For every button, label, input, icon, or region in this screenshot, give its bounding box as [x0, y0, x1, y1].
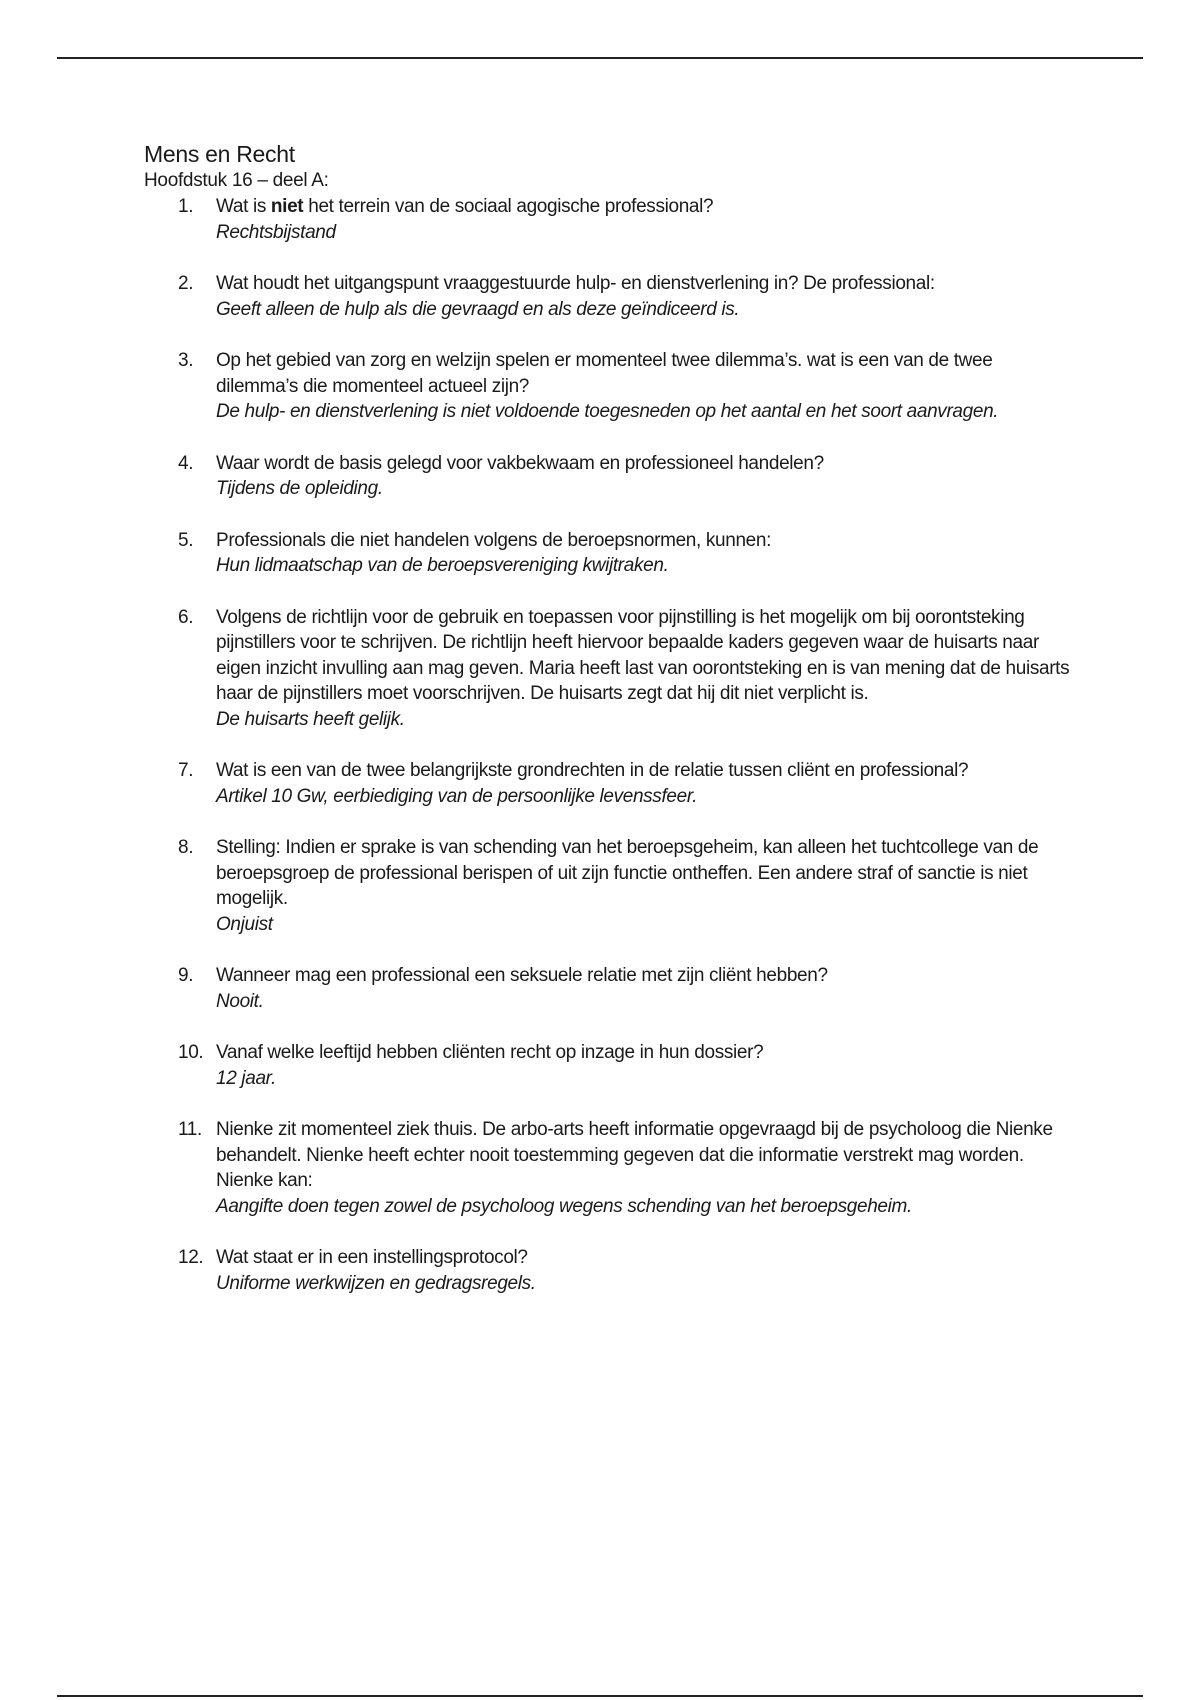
answer-text: Geeft alleen de hulp als die gevraagd en als deze geïndiceerd is.: [216, 298, 740, 320]
question-list: [144, 194, 1074, 1296]
question-number: 7.: [178, 760, 194, 781]
question-number: 6.: [178, 606, 194, 628]
question-number: 11.: [178, 1119, 202, 1140]
question-number: 9.: [178, 965, 194, 986]
question-item-12: [144, 1245, 1074, 1296]
document-body: [144, 140, 1074, 1322]
question-item-7: [144, 758, 1074, 809]
question-number: 1.: [178, 196, 194, 217]
question-item-9: [144, 963, 1074, 1014]
question-text: Vanaf welke leeftijd hebben cliënten recht op inzage in hun dossier?: [216, 1042, 764, 1063]
question-text: Waar wordt de basis gelegd voor vakbekwaam en professioneel handelen?: [216, 452, 824, 474]
question-item-5: [144, 528, 1074, 579]
question-text: Volgens de richtlijn voor de gebruik en toepassen voor pijnstilling is het mogelijk om bij oorontsteking pijnstillers voor te schrijven. De richtlijn heeft hiervoor bepaalde kaders gegeven waar de huisarts naar eigen inzicht invulling aan mag geven. Maria heeft last van oorontsteking en is van mening dat de huisarts haar de pijnstillers moet voorschrijven. De huisarts zegt dat hij dit niet verplicht is.: [216, 606, 1070, 704]
header-rule: [57, 57, 1143, 59]
question-number: 2.: [178, 273, 194, 294]
question-item-11: [144, 1117, 1074, 1219]
answer-text: Onjuist: [216, 913, 273, 935]
question-number: 12.: [178, 1247, 204, 1268]
answer-text: Aangifte doen tegen zowel de psycholoog wegens schending van het beroepsgeheim.: [216, 1195, 912, 1217]
question-item-10: [144, 1040, 1074, 1091]
question-text-part: het terrein van de sociaal agogische professional?: [303, 196, 714, 217]
answer-text: Uniforme werkwijzen en gedragsregels.: [216, 1272, 536, 1294]
answer-text: Artikel 10 Gw, eerbiediging van de persoonlijke levenssfeer.: [216, 785, 698, 807]
question-number: 4.: [178, 452, 194, 474]
question-number: 3.: [178, 350, 194, 371]
question-text: Wat staat er in een instellingsprotocol?: [216, 1247, 528, 1268]
answer-text: Rechtsbijstand: [216, 221, 336, 243]
question-text: Stelling: Indien er sprake is van schending van het beroepsgeheim, kan alleen het tuchtcollege van de beroepsgroep de professional berispen of uit zijn functie ontheffen. Een andere straf of sanctie is niet mogelijk.: [216, 837, 1039, 909]
question-number: 5.: [178, 529, 194, 551]
document-subtitle: Hoofdstuk 16 – deel A:: [144, 170, 329, 191]
question-number: 10.: [178, 1042, 204, 1063]
question-item-6: [144, 605, 1074, 733]
question-item-8: [144, 835, 1074, 937]
document-title: Mens en Recht: [144, 141, 295, 167]
question-item-3: [144, 348, 1074, 425]
answer-text: De huisarts heeft gelijk.: [216, 708, 405, 730]
question-text: Op het gebied van zorg en welzijn spelen er momenteel twee dilemma’s. wat is een van de twee dilemma’s die momenteel actueel zijn?: [216, 350, 993, 397]
question-text-emphasis: niet: [270, 196, 304, 217]
answer-text: De hulp- en dienstverlening is niet voldoende toegesneden op het aantal en het soort aanvragen.: [216, 401, 999, 422]
answer-text: Tijdens de opleiding.: [216, 478, 383, 499]
answer-text: Nooit.: [216, 990, 264, 1012]
question-text: Professionals die niet handelen volgens de beroepsnormen, kunnen:: [216, 529, 772, 551]
answer-text: 12 jaar.: [216, 1067, 276, 1089]
answer-text: Hun lidmaatschap van de beroepsvereniging kwijtraken.: [216, 555, 669, 576]
footer-rule: [57, 1695, 1143, 1697]
question-text: Wanneer mag een professional een seksuele relatie met zijn cliënt hebben?: [216, 965, 828, 986]
question-item-4: [144, 451, 1074, 502]
question-item-2: [144, 271, 1074, 322]
question-item-1: [144, 194, 1074, 245]
question-text: Wat houdt het uitgangspunt vraaggestuurde hulp- en dienstverlening in? De professional:: [216, 273, 935, 294]
question-number: 8.: [178, 837, 194, 858]
question-text: Wat is een van de twee belangrijkste grondrechten in de relatie tussen cliënt en professional?: [216, 760, 969, 781]
question-text: Nienke zit momenteel ziek thuis. De arbo-arts heeft informatie opgevraagd bij de psycholoog die Nienke behandelt. Nienke heeft echter nooit toestemming gegeven dat die informatie verstrekt mag worden. Nienke kan:: [216, 1119, 1053, 1191]
question-text-part: Wat is: [216, 196, 271, 217]
question-text: [216, 194, 1074, 220]
